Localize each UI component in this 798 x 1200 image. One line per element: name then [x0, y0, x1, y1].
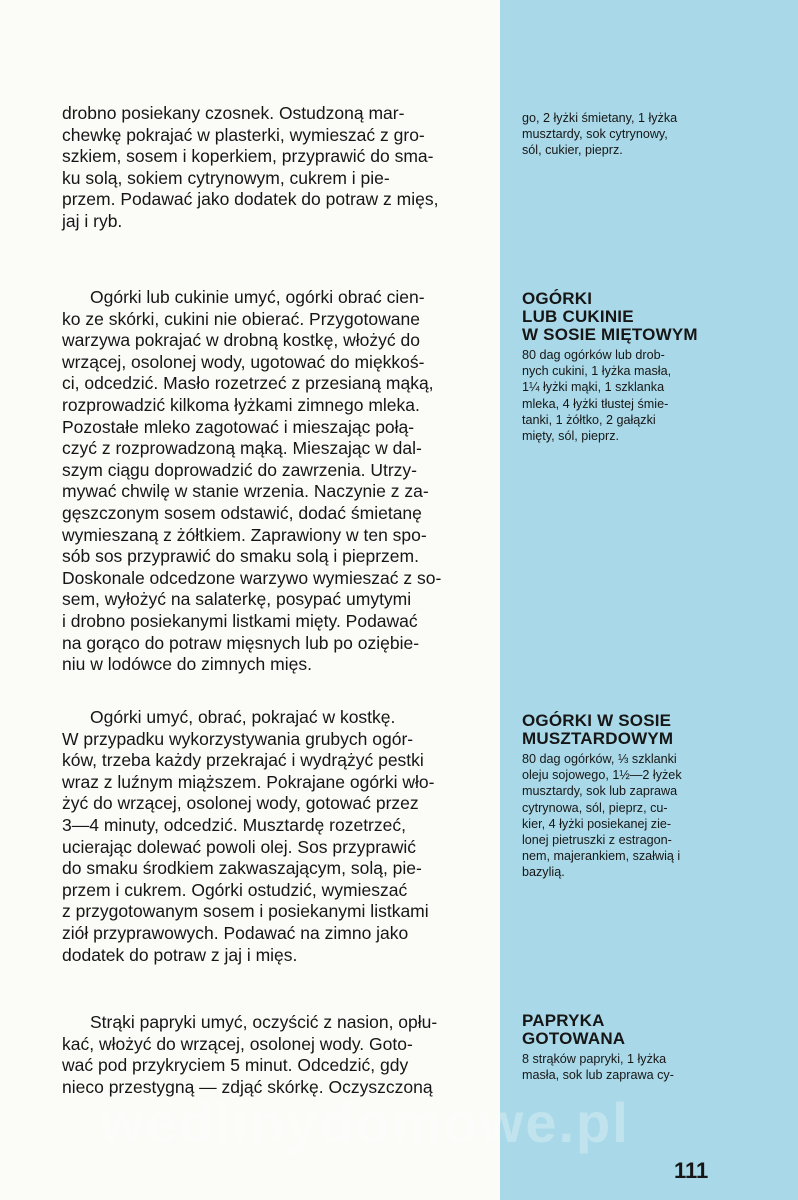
recipe-title: OGÓRKI W SOSIE MUSZTARDOWYM — [522, 711, 674, 748]
sidebar-recipe-cucumbers-mustard — [522, 712, 736, 881]
paragraph-peppers: Strąki papryki umyć, oczyścić z nasion, opłu- kać, włożyć do wrzącej, osolonej wody. Goto- wać pod przykryciem 5 minut. Odcedzić, gdy nieco przestygną — zdjąć skórkę. Oczyszczoną — [62, 1012, 438, 1097]
ingredients-text: 8 strąków papryki, 1 łyżka masła, sok lub zaprawa cy- — [522, 1052, 674, 1083]
sidebar-recipe-cucumbers-mint — [522, 290, 736, 444]
recipe-title: PAPRYKA GOTOWANA — [522, 1011, 626, 1048]
sidebar-ingredients-continued — [522, 110, 736, 159]
ingredients-text: 80 dag ogórków lub drob- nych cukini, 1 łyżka masła, 1¼ łyżki mąki, 1 szklanka mleka, 4 łyżki tłustej śmie- tanki, 1 żółtko, 2 gałązki mięty, sól, pieprz. — [522, 348, 672, 444]
paragraph-carrot-end: drobno posiekany czosnek. Ostudzoną mar- chewkę pokrajać w plasterki, wymieszać z gro- szkiem, sosem i koperkiem, przyprawić do sma- ku solą, sokiem cytrynowym, cukrem i pie- przem. Podawać jako dodatek do potraw z mięs, jaj i ryb. — [62, 103, 439, 231]
watermark: wedlinydomowe.pl — [100, 1091, 630, 1154]
ingredients-text: go, 2 łyżki śmietany, 1 łyżka musztardy, sok cytrynowy, sól, cukier, pieprz. — [522, 111, 678, 158]
paragraph-cucumbers-mint: Ogórki lub cukinie umyć, ogórki obrać cien- ko ze skórki, cukini nie obierać. Przygotowane warzywa pokrajać w drobną kostkę, włożyć do wrzącej, osolonej wody, ugotować do miękkoś- ci, odcedzić. Masło rozetrzeć z przesianą mąką, rozprowadzić kilkoma łyżkami zimnego mleka. Pozostałe mleko zagotować i mieszając połą- czyć z rozprowadzoną mąką. Mieszając w dal- szym ciągu doprowadzić do zawrzenia. Utrzy- mywać chwilę w stanie wrzenia. Naczynie z za- gęszczonym sosem odstawić, dodać śmietanę wymieszaną z żółtkiem. Zaprawiony w ten spo- sób sos przyprawić do smaku solą i pieprzem. Doskonale odcedzone warzywo wymieszać z so- sem, wyłożyć na salaterkę, posypać umytymi i drobno posiekanymi listkami mięty. Podawać na gorąco do potraw mięsnych lub po oziębie- niu w lodówce do zimnych mięs. — [62, 287, 442, 675]
recipe-title: OGÓRKI LUB CUKINIE W SOSIE MIĘTOWYM — [522, 289, 698, 344]
ingredients-text: 80 dag ogórków, ⅓ szklanki oleju sojowego, 1½—2 łyżek musztardy, sok lub zaprawa cytrynowa, sól, pieprz, cu- kier, 4 łyżki posiekanej zie- lonej pietruszki z estragon- nem, majerankiem, szałwią i bazylią. — [522, 752, 682, 880]
page-number: 111 — [674, 1158, 709, 1183]
sidebar-recipe-peppers — [522, 1012, 736, 1083]
paragraph-cucumbers-mustard: Ogórki umyć, obrać, pokrajać w kostkę. W przypadku wykorzystywania grubych ogór- ków, trzeba każdy przekrajać i wydrążyć pestki wraz z luźnym miąższem. Pokrajane ogórki wło- żyć do wrzącej, osolonej wody, gotować przez 3—4 minuty, odcedzić. Musztardę rozetrzeć, ucierając dolewać powoli olej. Sos przyprawić do smaku środkiem zakwaszającym, solą, pie- przem i cukrem. Ogórki ostudzić, wymieszać z przygotowanym sosem i posiekanymi listkami ziół przyprawowych. Podawać na zimno jako dodatek do potraw z jaj i mięs. — [62, 707, 435, 965]
